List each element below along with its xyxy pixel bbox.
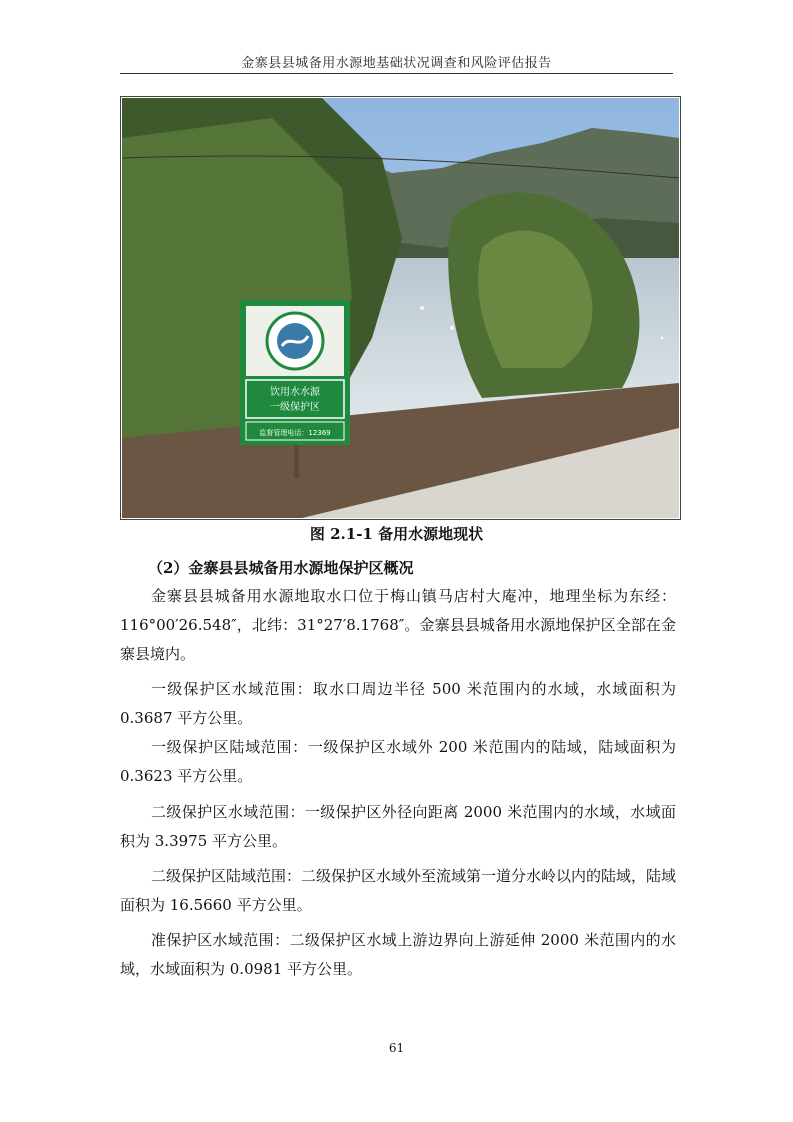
page-header: 金寨县县城备用水源地基础状况调查和风险评估报告 — [241, 56, 552, 71]
paragraph-level1-water: 一级保护区水域范围：取水口周边半径 500 米范围内的水域，水域面积为 0.3687 平方公里。 — [120, 680, 676, 727]
paragraph-level1-land: 一级保护区陆域范围：一级保护区水域外 200 米范围内的陆域，陆域面积为 0.3623 平方公里。 — [120, 738, 676, 785]
paragraph-quasi-water: 准保护区水域范围：二级保护区水域上游边界向上游延伸 2000 米范围内的水域，水域面积为 0.0981 平方公里。 — [120, 931, 676, 978]
header-divider — [120, 73, 673, 74]
paragraph-location: 金寨县县城备用水源地取水口位于梅山镇马店村大庵冲，地理坐标为东经：116°00′26.548″，北纬：31°27′8.1768″。金寨县县城备用水源地保护区全部在金寨县境内。 — [120, 587, 676, 663]
sign-footer-text: 监督管理电话：12369 — [259, 429, 331, 437]
page-number: 61 — [388, 1041, 405, 1055]
paragraph-level2-land: 二级保护区陆域范围：二级保护区水域外至流域第一道分水岭以内的陆域，陆域面积为 16.5660 平方公里。 — [120, 867, 677, 914]
sign-text-line2: 一级保护区 — [270, 402, 320, 413]
figure-caption: 图 2.1-1 备用水源地现状 — [309, 525, 484, 543]
reservoir-photo — [122, 98, 679, 518]
sign-text-line1: 饮用水水源 — [270, 387, 320, 398]
paragraph-level2-water: 二级保护区水域范围：一级保护区外径向距离 2000 米范围内的水域，水域面积为 3.3975 平方公里。 — [120, 803, 676, 850]
figure-photo — [120, 96, 681, 520]
section-heading: （2）金寨县县城备用水源地保护区概况 — [148, 559, 414, 577]
